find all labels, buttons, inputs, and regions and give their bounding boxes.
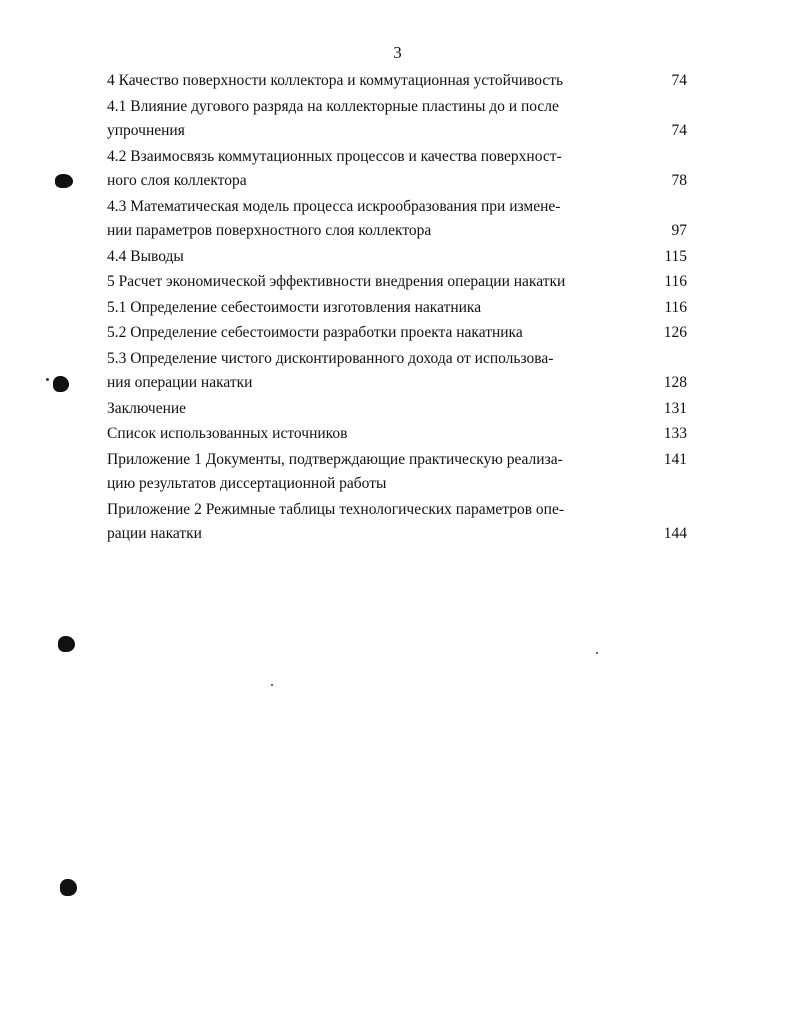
toc-entry-page-number: 116 xyxy=(664,273,687,290)
toc-entry-title-line: цию результатов диссертационной работы xyxy=(107,475,387,492)
toc-entry-title xyxy=(107,145,617,194)
toc-entry-title-line: 4.3 Математическая модель процесса искрообразования при измене- xyxy=(107,197,561,215)
toc-entry-title xyxy=(107,321,617,346)
toc-entry xyxy=(107,347,687,396)
toc-entry xyxy=(107,95,687,144)
toc-entry xyxy=(107,448,687,497)
toc-entry-title xyxy=(107,448,617,497)
toc-entry-title xyxy=(107,347,617,396)
toc-entry-title xyxy=(107,270,617,295)
scan-blot xyxy=(58,636,75,652)
scan-speck xyxy=(46,378,49,381)
toc-entry-page-number: 131 xyxy=(663,399,687,417)
page-number: 3 xyxy=(393,43,402,62)
scan-blot xyxy=(60,879,77,896)
toc-entry-page-number: 97 xyxy=(671,222,687,239)
toc-entry-title xyxy=(107,422,617,447)
toc-entry xyxy=(107,195,687,244)
toc-entry-title xyxy=(107,397,617,422)
toc-entry-page-number: 144 xyxy=(663,525,687,542)
toc-entry-title-line: 5.3 Определение чистого дисконтированного дохода от использова- xyxy=(107,349,554,367)
toc-entry-title-line: ния операции накатки xyxy=(107,374,253,391)
toc-entry-title xyxy=(107,69,617,94)
table-of-contents xyxy=(107,69,687,548)
toc-entry xyxy=(107,498,687,547)
toc-entry-title xyxy=(107,296,617,321)
toc-entry-page-number: 126 xyxy=(663,324,687,341)
toc-entry-title-line: нии параметров поверхностного слоя коллектора xyxy=(107,222,432,239)
toc-entry-title-line: Заключение xyxy=(107,399,187,417)
toc-entry-title-line: 5.1 Определение себестоимости изготовления накатника xyxy=(107,298,482,316)
toc-entry-page-number: 74 xyxy=(671,72,687,89)
toc-entry-page-number: 116 xyxy=(664,298,687,316)
toc-entry-page-number: 74 xyxy=(671,122,687,139)
toc-entry xyxy=(107,145,687,194)
toc-entry-page-number: 78 xyxy=(671,172,687,189)
toc-entry xyxy=(107,422,687,447)
toc-entry xyxy=(107,397,687,422)
toc-entry xyxy=(107,245,687,270)
scan-speck xyxy=(596,652,598,654)
scan-blot xyxy=(53,376,69,392)
toc-entry-page-number: 128 xyxy=(663,374,687,391)
toc-entry-title-line: 4 Качество поверхности коллектора и коммутационная устойчивость xyxy=(107,72,564,89)
toc-entry xyxy=(107,321,687,346)
scan-blot xyxy=(55,174,73,188)
toc-entry-title-line: ного слоя коллектора xyxy=(107,172,247,189)
toc-entry-title-line: 4.1 Влияние дугового разряда на коллекторные пластины до и после xyxy=(107,97,559,115)
toc-entry-title xyxy=(107,245,617,270)
toc-entry-title-line: 5 Расчет экономической эффективности внедрения операции накатки xyxy=(107,273,566,290)
toc-entry xyxy=(107,270,687,295)
toc-entry-page-number: 133 xyxy=(663,425,687,442)
toc-entry-title-line: 4.2 Взаимосвязь коммутационных процессов и качества поверхност- xyxy=(107,147,562,165)
toc-entry-title-line: Приложение 2 Режимные таблицы технологических параметров опе- xyxy=(107,500,565,518)
toc-entry-title-line: Приложение 1 Документы, подтверждающие практическую реализа- xyxy=(107,450,563,468)
toc-entry-title xyxy=(107,95,617,144)
toc-entry-title-line: рации накатки xyxy=(107,525,202,542)
toc-entry-title-line: Список использованных источников xyxy=(107,425,348,442)
toc-entry-title xyxy=(107,195,617,244)
toc-entry-page-number: 141 xyxy=(663,450,687,468)
toc-entry xyxy=(107,296,687,321)
toc-entry-title-line: 4.4 Выводы xyxy=(107,247,184,265)
scan-speck xyxy=(271,684,273,686)
toc-entry-title xyxy=(107,498,617,547)
toc-entry xyxy=(107,69,687,94)
toc-entry-page-number: 115 xyxy=(664,247,687,265)
toc-entry-title-line: 5.2 Определение себестоимости разработки проекта накатника xyxy=(107,324,523,341)
toc-entry-title-line: упрочнения xyxy=(107,122,185,139)
